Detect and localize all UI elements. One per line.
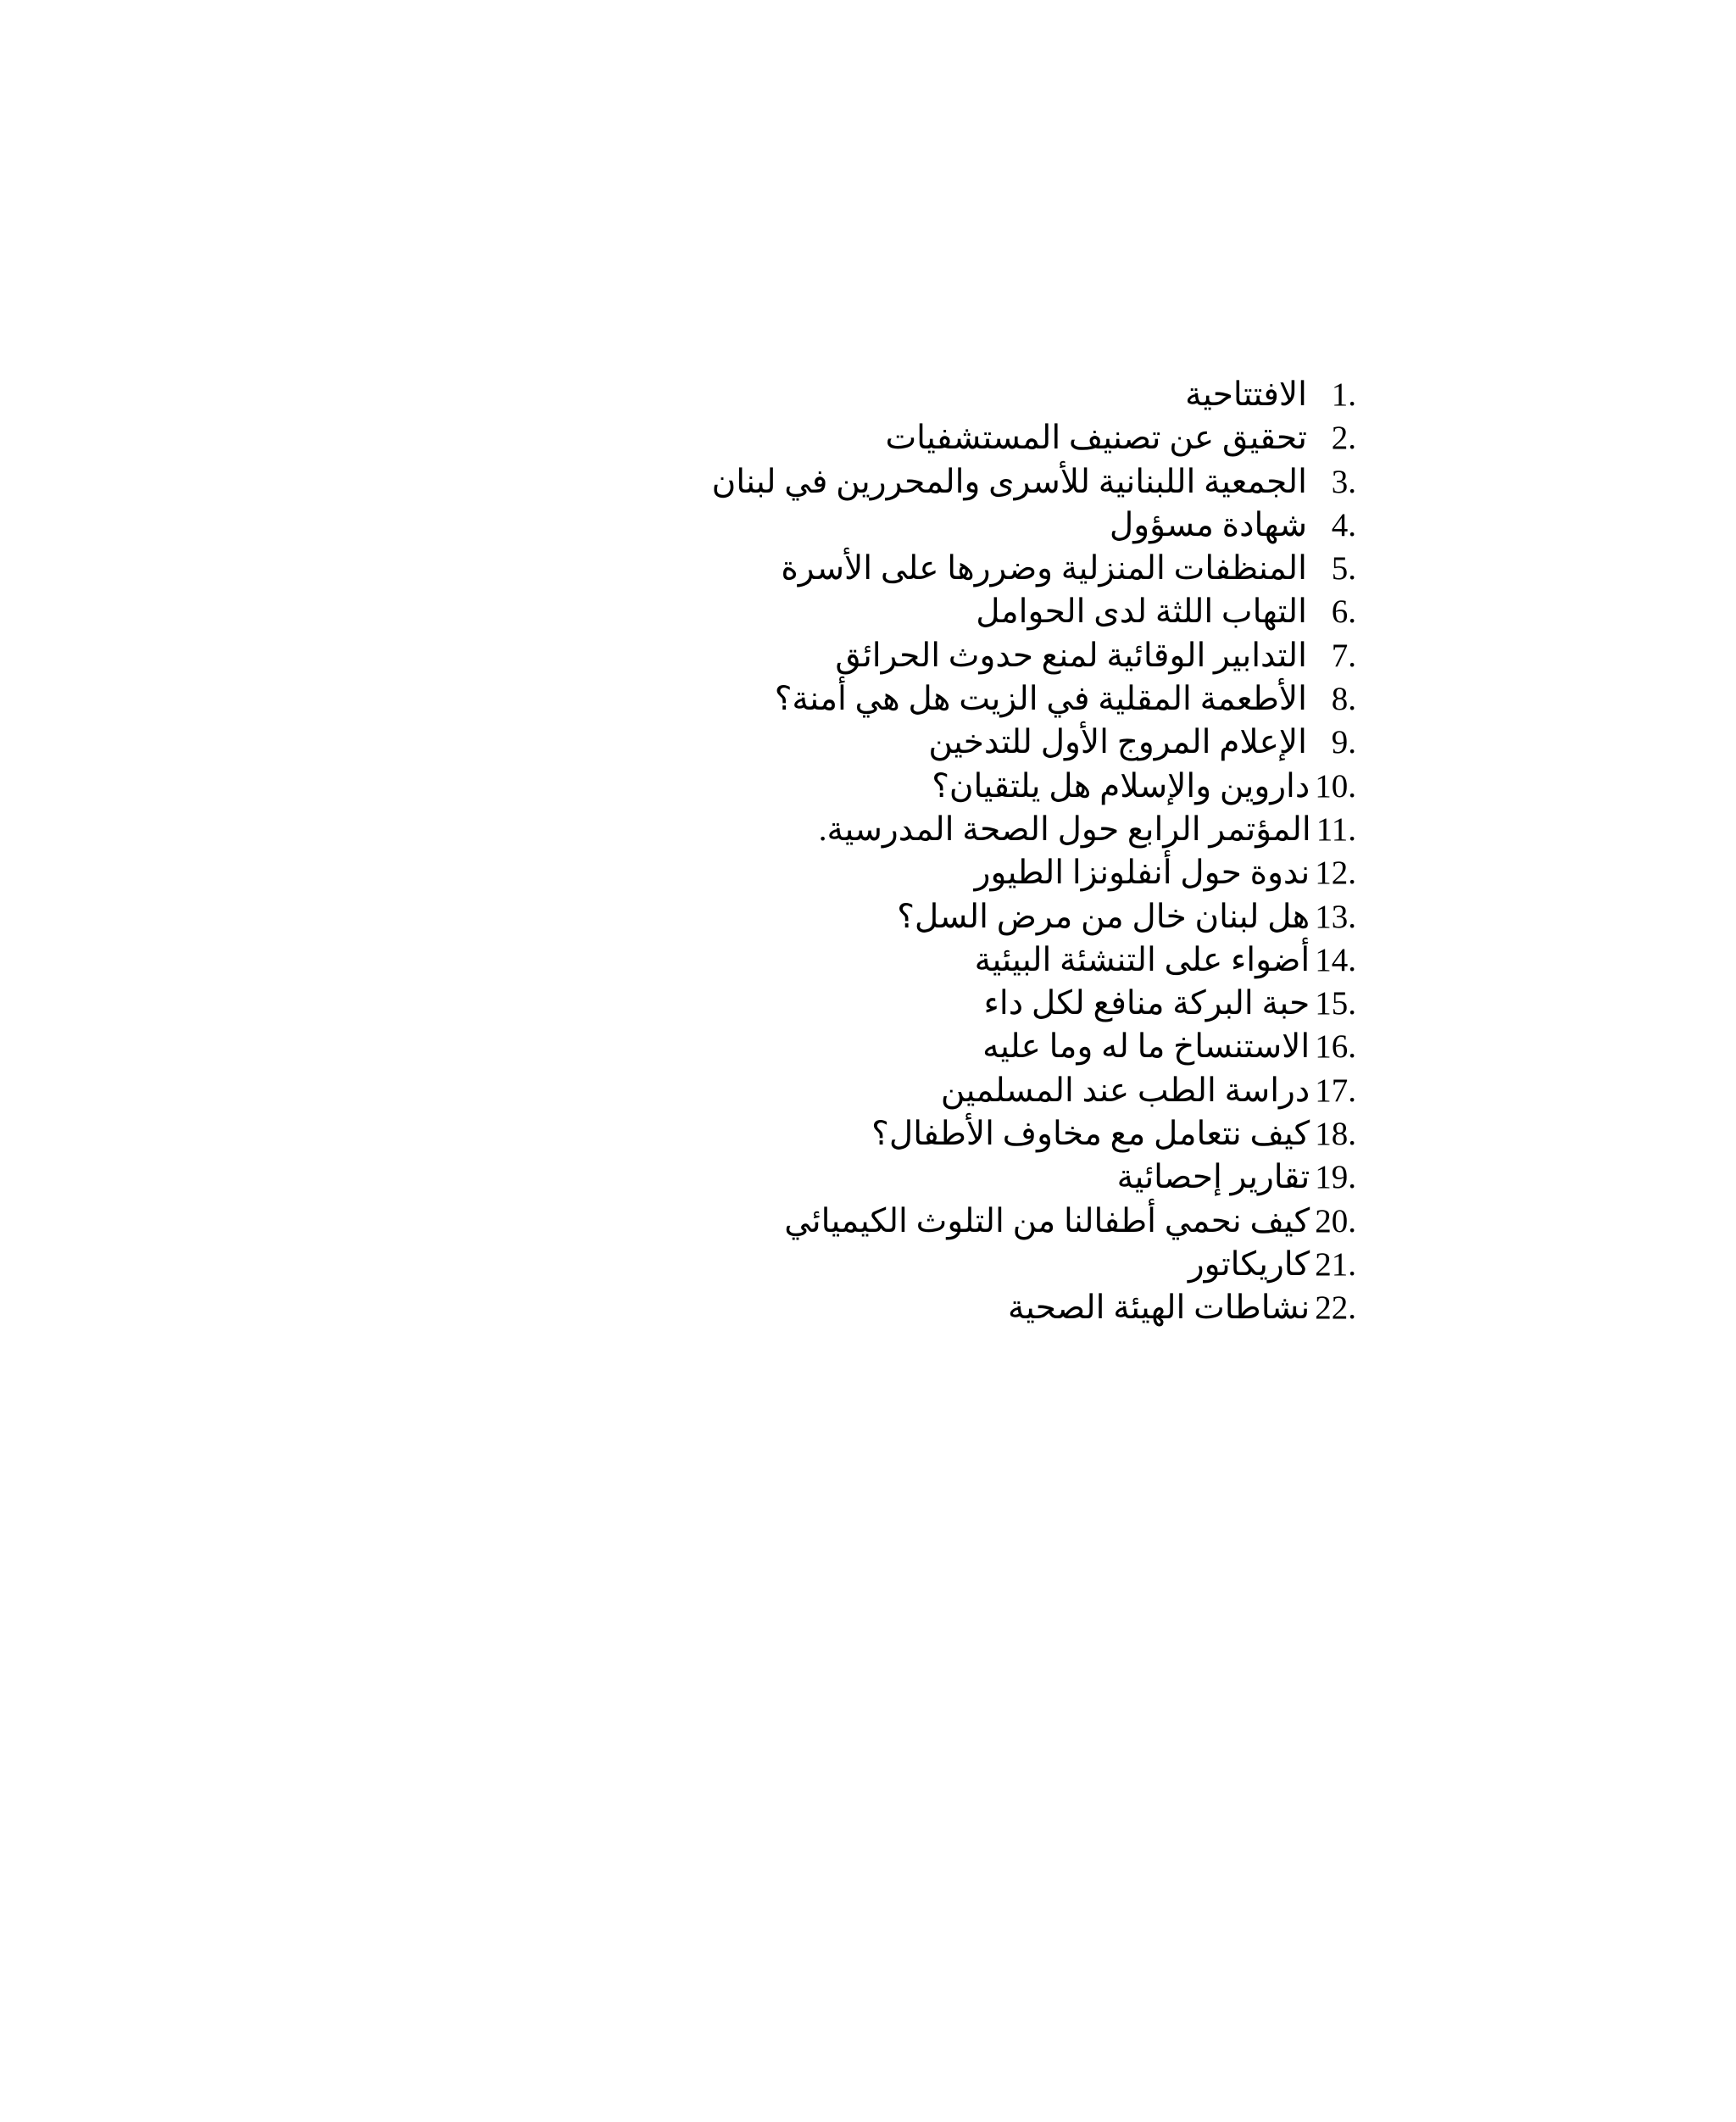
toc-item	[509, 808, 1356, 851]
toc-item	[509, 1156, 1356, 1199]
toc-item	[509, 460, 1356, 504]
toc-item	[509, 765, 1356, 808]
toc-item-title: التهاب اللثة لدى الحوامل	[976, 593, 1307, 631]
toc-item-title: تحقيق عن تصنيف المستشفيات	[885, 420, 1307, 457]
toc-item	[509, 1200, 1356, 1243]
toc-item-title: ندوة حول أنفلونزا الطيور	[974, 855, 1310, 892]
toc-item-title: حبة البركة منافع لكل داء	[983, 985, 1310, 1022]
toc-item-number: 2.	[1331, 420, 1356, 457]
toc-item-title: التدابير الوقائية لمنع حدوث الحرائق	[835, 637, 1307, 674]
toc-item-number: 22.	[1315, 1289, 1356, 1327]
toc-item	[509, 982, 1356, 1025]
toc-item	[509, 590, 1356, 633]
toc-item-number: 15.	[1315, 985, 1356, 1022]
toc-item	[509, 721, 1356, 764]
toc-item-title: كيف نحمي أطفالنا من التلوث الكيميائي	[784, 1202, 1310, 1239]
toc-item	[509, 373, 1356, 416]
toc-item-number: 14.	[1315, 941, 1356, 978]
toc-item-number: 1.	[1331, 376, 1356, 413]
toc-item-number: 12.	[1315, 855, 1356, 892]
toc-item-title: المؤتمر الرابع حول الصحة المدرسية.	[818, 810, 1311, 848]
toc-item-number: 3.	[1331, 463, 1356, 500]
toc-item-number: 11.	[1316, 810, 1356, 848]
toc-item-number: 10.	[1315, 767, 1356, 805]
toc-item-number: 17.	[1315, 1072, 1356, 1109]
toc-item-title: الإعلام المروج الأول للتدخين	[928, 724, 1307, 761]
toc-item-title: الافتتاحية	[1185, 376, 1307, 413]
toc-item-title: كيف نتعامل مع مخاوف الأطفال؟	[871, 1116, 1310, 1153]
toc-item-title: نشاطات الهيئة الصحية	[1008, 1289, 1310, 1327]
toc-item-title: دراسة الطب عند المسلمين	[940, 1072, 1310, 1109]
toc-item	[509, 677, 1356, 721]
toc-item-title: شهادة مسؤول	[1109, 506, 1307, 543]
toc-item	[509, 547, 1356, 590]
toc-item-number: 16.	[1315, 1028, 1356, 1066]
toc-item	[509, 851, 1356, 894]
toc-item	[509, 1286, 1356, 1329]
table-of-contents	[509, 373, 1356, 1330]
toc-item	[509, 634, 1356, 677]
toc-item-number: 8.	[1331, 681, 1356, 718]
toc-item	[509, 895, 1356, 938]
toc-item	[509, 1112, 1356, 1156]
toc-item	[509, 1069, 1356, 1112]
toc-item-number: 9.	[1331, 724, 1356, 761]
toc-item-title: الجمعية اللبنانية للأسرى والمحررين في لبنان	[711, 463, 1307, 500]
toc-item-number: 21.	[1315, 1245, 1356, 1283]
toc-item-title: الأطعمة المقلية في الزيت هل هي أمنة؟	[774, 681, 1307, 718]
toc-item	[509, 938, 1356, 982]
toc-item-title: كاريكاتور	[1188, 1245, 1310, 1283]
toc-item-number: 20.	[1315, 1202, 1356, 1239]
toc-item	[509, 504, 1356, 547]
toc-item-title: المنظفات المنزلية وضررها على الأسرة	[781, 550, 1307, 588]
toc-item-number: 6.	[1331, 593, 1356, 631]
toc-item-number: 4.	[1331, 506, 1356, 543]
toc-item-title: داروين والإسلام هل يلتقيان؟	[932, 767, 1310, 805]
toc-item-title: هل لبنان خال من مرض السل؟	[897, 898, 1310, 935]
toc-item-number: 19.	[1315, 1159, 1356, 1196]
toc-item	[509, 416, 1356, 459]
toc-item	[509, 1025, 1356, 1068]
toc-item	[509, 1243, 1356, 1286]
toc-item-number: 7.	[1331, 637, 1356, 674]
toc-item-title: أضواء على التنشئة البيئية	[974, 941, 1310, 978]
toc-item-title: تقارير إحصائية	[1116, 1159, 1310, 1196]
toc-item-number: 5.	[1331, 550, 1356, 588]
toc-item-number: 18.	[1315, 1116, 1356, 1153]
toc-item-number: 13.	[1315, 898, 1356, 935]
toc-item-title: الاستنساخ ما له وما عليه	[982, 1028, 1310, 1066]
